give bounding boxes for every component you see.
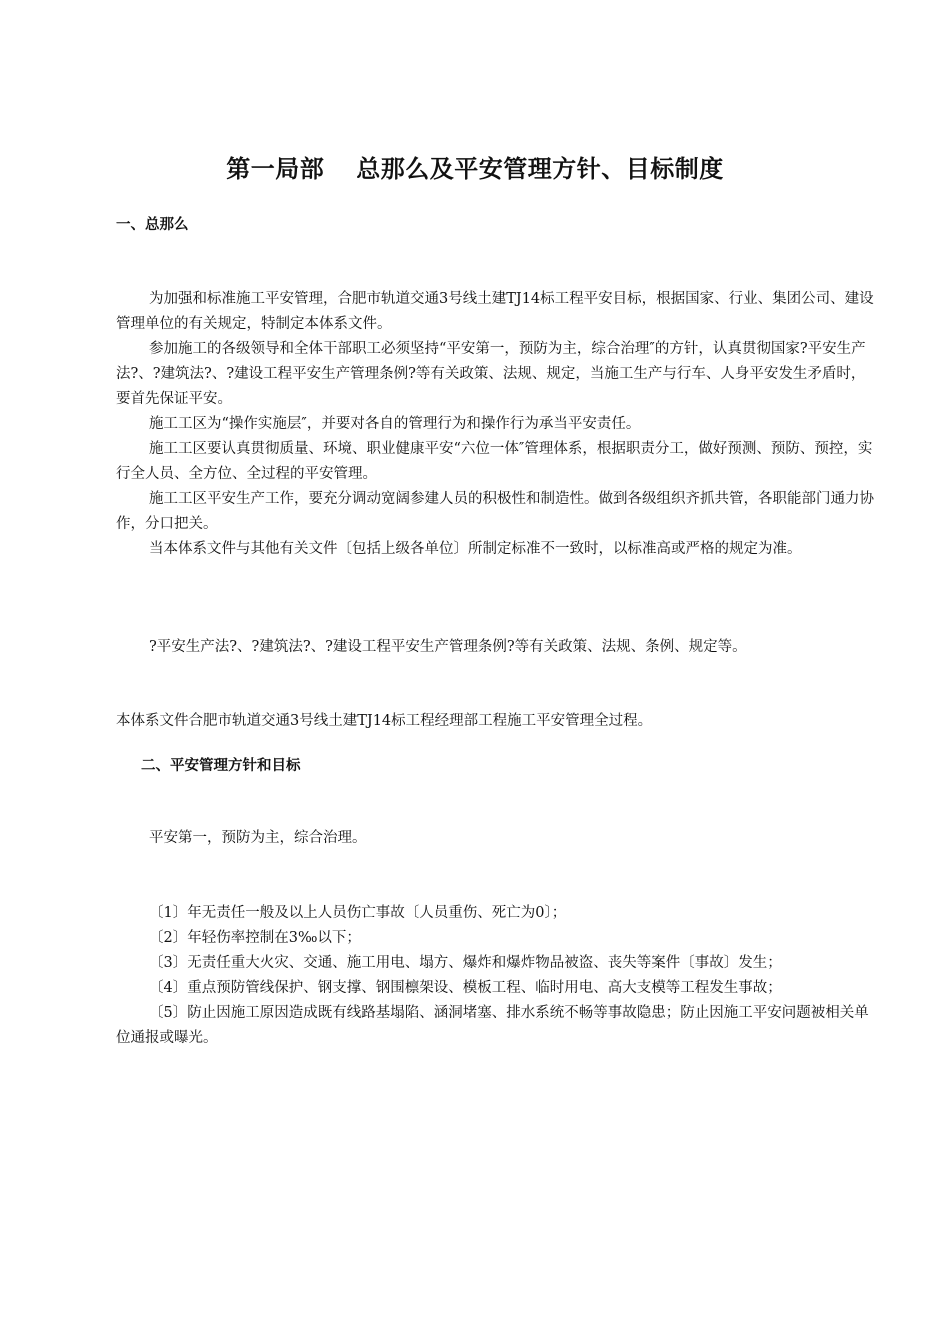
scope-paragraph-block xyxy=(116,709,874,734)
goal-item: 〔1〕年无责任一般及以上人员伤亡事故〔人员重伤、死亡为0〕； xyxy=(149,905,567,921)
title-main: 总那么及平安管理方针、目标制度 xyxy=(356,155,724,183)
goal-item: 〔4〕重点预防管线保护、钢支撑、钢围檩架设、模板工程、临时用电、高大支模等工程发生事故； xyxy=(149,980,782,996)
goal-item: 〔2〕年轻伤率控制在3‰以下； xyxy=(149,930,361,946)
section2-heading: 二、平安管理方针和目标 xyxy=(141,758,301,774)
goal-item: 〔3〕无责任重大火灾、交通、施工用电、塌方、爆炸和爆炸物品被盗、丧失等案件〔事故〕发生； xyxy=(149,955,782,971)
policy-text: 平安第一，预防为主，综合治理。 xyxy=(149,830,367,846)
paragraph: 施工工区平安生产工作，要充分调动宽阔参建人员的积极性和制造性。做到各级组织齐抓共管，各职能部门通力协作，分口把关。 xyxy=(116,491,874,532)
policy-block xyxy=(116,826,874,851)
title-part: 第一局部 xyxy=(226,155,325,183)
paragraph: 施工工区为“操作实施层″，并要对各自的管理行为和操作行为承当平安责任。 xyxy=(149,416,641,432)
section1-paragraphs xyxy=(116,287,874,562)
paragraph: 参加施工的各级领导和全体干部职工必须坚持“平安第一，预防为主，综合治理″的方针，认真贯彻国家?平安生产法?、?建筑法?、?建设工程平安生产管理条例?等有关政策、法规、规定，当施工生产与行车、人身平安发生矛盾时，要首先保证平安。 xyxy=(116,341,866,407)
basis-paragraph: ?平安生产法?、?建筑法?、?建设工程平安生产管理条例?等有关政策、法规、条例、规定等。 xyxy=(149,639,747,655)
section1-heading: 一、总那么 xyxy=(116,217,189,233)
paragraph: 为加强和标准施工平安管理，合肥市轨道交通3号线土建TJ14标工程平安目标，根据国家、行业、集团公司、建设管理单位的有关规定，特制定本体系文件。 xyxy=(116,291,874,332)
page-title xyxy=(0,152,950,186)
scope-paragraph: 本体系文件合肥市轨道交通3号线土建TJ14标工程经理部工程施工平安管理全过程。 xyxy=(116,713,653,729)
paragraph: 当本体系文件与其他有关文件〔包括上级各单位〕所制定标准不一致时，以标准高或严格的规定为准。 xyxy=(149,541,802,557)
paragraph: 施工工区要认真贯彻质量、环境、职业健康平安“六位一体″管理体系，根据职责分工，做好预测、预防、预控，实行全人员、全方位、全过程的平安管理。 xyxy=(116,441,873,482)
basis-paragraph-block xyxy=(116,635,874,660)
goal-item: 〔5〕防止因施工原因造成既有线路基塌陷、涵洞堵塞、排水系统不畅等事故隐患；防止因施工平安问题被相关单位通报或曝光。 xyxy=(116,1005,869,1046)
goals-list xyxy=(116,901,874,1051)
